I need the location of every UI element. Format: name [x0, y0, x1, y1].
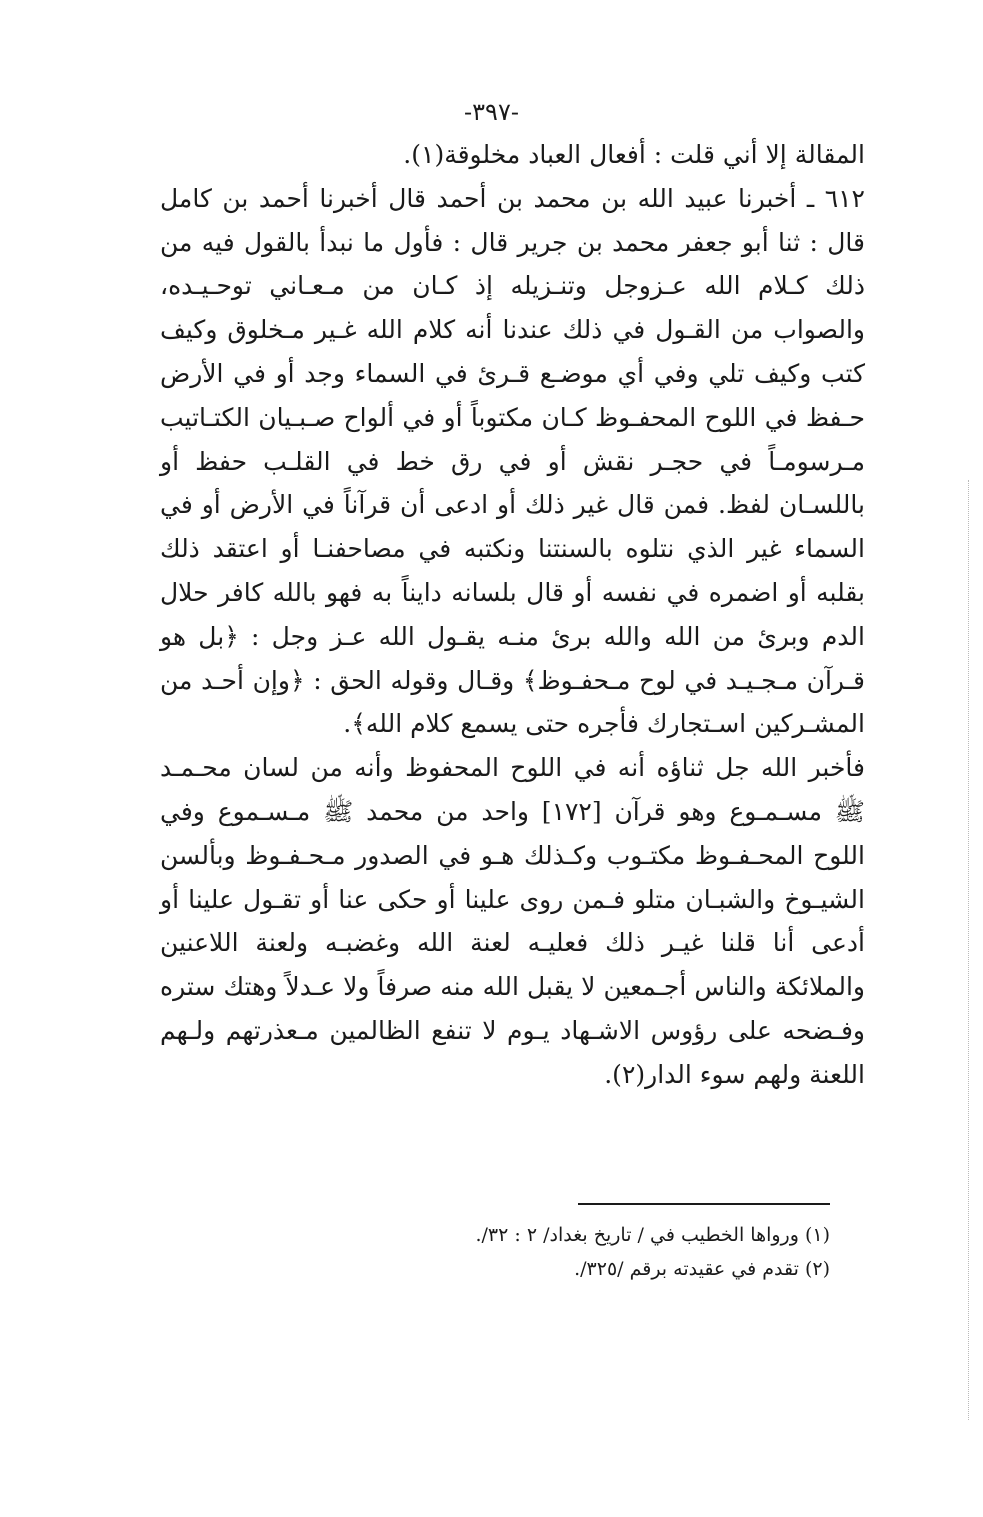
footnote-divider [578, 1203, 830, 1205]
paragraph-612: ٦١٢ ـ أخبرنا عبيد الله بن محمد بن أحمد قال أخبرنا أحمد بن كامل قال : ثنا أبو جعفر محمد بن جرير قال : فأول ما نبدأ بالقول فيه من ذلك كـلام الله عـزوجل وتنـزيله إذ كـان من مـعـاني توحـيـده، والصواب من القـول في ذلك عندنا أنه كلام الله غـير مـخلوق وكيف كتب وكيف تلي وفي أي موضـع قـرئ في السماء وجد أو في الأرض حـفظ في اللوح المحفـوظ كـان مكتوباً أو في ألواح صـبـيان الكتـاتيب مـرسومـاً في حجـر نقش أو في رق خط في القلـب حفظ أو باللسـان لفظ. فمن قال غير ذلك أو ادعى أن قرآناً في الأرض أو في السماء غير الذي نتلوه بالسنتنا ونكتبه في مصاحفنـا أو اعتقد ذلك بقلبه أو اضمره في نفسه أو قال بلسانه دايناً به فهو بالله كافر حلال الدم وبرئ من الله والله برئ منـه يقـول الله عـز وجل : ﴿بل هو قـرآن مـجـيـد في لوح مـحفـوظ﴾ وقـال وقوله الحق : ﴿وإن أحـد من المشـركين اسـتجارك فأجره حتى يسمع كلام الله﴾. [160, 183, 865, 739]
footnote-2: (٢) تقدم في عقيدته برقم /٣٢٥/. [574, 1258, 830, 1280]
paragraph-continuation: المقالة إلا أني قلت : أفعال العباد مخلوقة(١). [403, 140, 865, 169]
scan-edge-line [968, 480, 969, 1420]
main-text [160, 133, 865, 1097]
footnotes [300, 1218, 830, 1286]
footnote-1: (١) ورواها الخطيب في / تاريخ بغداد/ ٢ : ٣٢/. [475, 1224, 830, 1246]
page-number: -٣٩٧- [464, 98, 519, 126]
paragraph-commentary: فأخبر الله جل ثناؤه أنه في اللوح المحفوظ وأنه من لسان محـمـد ﷺ مسـمـوع وهو قرآن [١٧٢] واحد من محمد ﷺ مـسـموع وفي اللوح المحـفـوظ مكتـوب وكـذلك هـو في الصدور مـحـفـوظ وبألسن الشيـوخ والشبـان متلو فـمن روى علينا أو حكى عنا أو تقـول علينا أو أدعى أنا قلنا غيـر ذلك فعليـه لعنة الله وغضبـه ولعنة اللاعنين والملائكة والناس أجـمعين لا يقبل الله منه صرفاً ولا عـدلاً وهتك ستره وفـضحه على رؤوس الاشـهاد يـوم لا تنفع الظالمين مـعذرتهم ولـهم اللعنة ولهم سوء الدار(٢). [160, 753, 865, 1089]
